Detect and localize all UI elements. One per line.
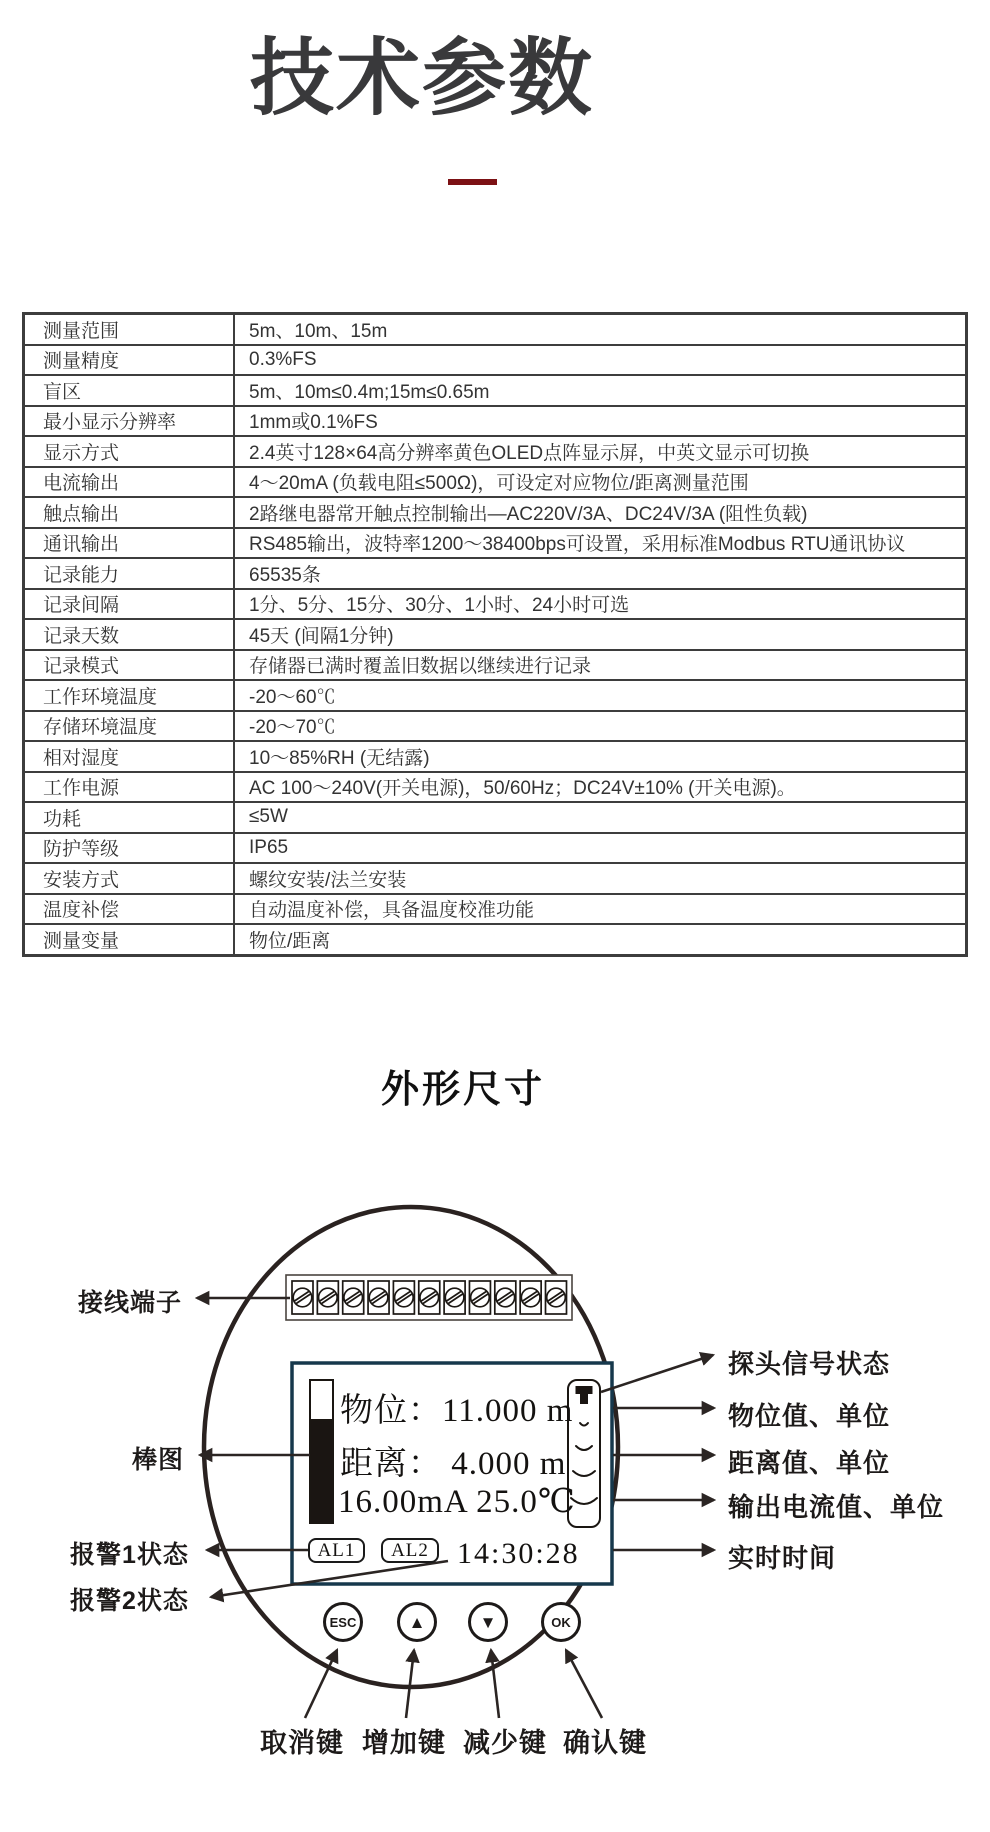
table-row <box>24 345 967 376</box>
table-row <box>24 863 967 894</box>
spec-label: 记录间隔 <box>24 589 235 620</box>
terminal-block <box>286 1275 572 1320</box>
specs-table-body <box>24 314 967 956</box>
arrow-decrease-key <box>491 1650 499 1718</box>
spec-value: 2路继电器常开触点控制输出—AC220V/3A、DC24V/3A (阻性负载) <box>234 497 967 528</box>
key-label-2: 减少键 <box>463 1728 547 1758</box>
alarm1-badge: AL1 <box>308 1538 365 1563</box>
spec-label: 记录天数 <box>24 619 235 650</box>
spec-label: 温度补偿 <box>24 894 235 925</box>
spec-value: IP65 <box>234 833 967 864</box>
table-row <box>24 741 967 772</box>
increase-button[interactable] <box>397 1602 437 1642</box>
spec-label: 显示方式 <box>24 436 235 467</box>
table-row <box>24 436 967 467</box>
spec-value: 5m、10m、15m <box>234 314 967 345</box>
callout-label-left-0: 接线端子 <box>78 1289 183 1317</box>
arrow-confirm-key <box>566 1650 602 1718</box>
spec-label: 相对湿度 <box>24 741 235 772</box>
callout-label-right-0: 探头信号状态 <box>728 1349 891 1379</box>
spec-value: RS485输出，波特率1200～38400bps可设置，采用标准Modbus RTU通讯协议 <box>234 528 967 559</box>
table-row <box>24 680 967 711</box>
table-row <box>24 497 967 528</box>
spec-value: 物位/距离 <box>234 924 967 955</box>
bar-graph <box>310 1380 333 1523</box>
spec-value: AC 100～240V(开关电源)，50/60Hz；DC24V±10% (开关电源)。 <box>234 772 967 803</box>
spec-value: -20～60℃ <box>234 680 967 711</box>
down-triangle-icon: ▼ <box>479 1612 497 1632</box>
callout-label-right-1: 物位值、单位 <box>728 1401 891 1431</box>
spec-value: 1分、5分、15分、30分、1小时、24小时可选 <box>234 589 967 620</box>
spec-value: 存储器已满时覆盖旧数据以继续进行记录 <box>234 650 967 681</box>
spec-label: 记录模式 <box>24 650 235 681</box>
table-row <box>24 772 967 803</box>
callout-label-right-3: 输出电流值、单位 <box>728 1492 945 1522</box>
spec-value: ≤5W <box>234 802 967 833</box>
spec-label: 测量精度 <box>24 345 235 376</box>
up-triangle-icon: ▲ <box>408 1612 426 1632</box>
esc-button-label: ESC <box>329 1614 357 1630</box>
key-label-3: 确认键 <box>563 1728 647 1758</box>
spec-value: 1mm或0.1%FS <box>234 406 967 437</box>
key-label-0: 取消键 <box>260 1728 344 1758</box>
table-row <box>24 650 967 681</box>
callout-label-left-1: 棒图 <box>132 1446 185 1474</box>
spec-value: -20～70℃ <box>234 711 967 742</box>
table-row <box>24 924 967 955</box>
spec-value: 5m、10m≤0.4m;15m≤0.65m <box>234 375 967 406</box>
table-row <box>24 467 967 498</box>
table-row <box>24 406 967 437</box>
spec-value: 2.4英寸128×64高分辨率黄色OLED点阵显示屏，中英文显示可切换 <box>234 436 967 467</box>
table-row <box>24 589 967 620</box>
table-row <box>24 314 967 345</box>
table-row <box>24 802 967 833</box>
spec-value: 自动温度补偿，具备温度校准功能 <box>234 894 967 925</box>
spec-value: 10～85%RH (无结露) <box>234 741 967 772</box>
section-title-dimensions: 外形尺寸 <box>380 1069 545 1111</box>
ok-button-label: OK <box>551 1614 571 1630</box>
display-level-line: 物位：11.000 m <box>340 1393 574 1429</box>
alarm2-badge: AL2 <box>381 1538 439 1563</box>
spec-label: 通讯输出 <box>24 528 235 559</box>
arrow-increase-key <box>406 1650 414 1718</box>
table-row <box>24 711 967 742</box>
title-accent-divider <box>448 179 497 185</box>
arrow-probe-status <box>601 1355 713 1392</box>
spec-value: 螺纹安装/法兰安装 <box>234 863 967 894</box>
spec-label: 盲区 <box>24 375 235 406</box>
spec-label: 安装方式 <box>24 863 235 894</box>
spec-label: 测量范围 <box>24 314 235 345</box>
spec-label: 存储环境温度 <box>24 711 235 742</box>
decrease-button[interactable] <box>468 1602 508 1642</box>
spec-label: 工作环境温度 <box>24 680 235 711</box>
arrow-cancel-key <box>305 1650 337 1718</box>
spec-label: 最小显示分辨率 <box>24 406 235 437</box>
callout-label-left-2: 报警1状态 <box>70 1541 189 1569</box>
spec-label: 工作电源 <box>24 772 235 803</box>
callout-label-right-2: 距离值、单位 <box>728 1448 891 1478</box>
spec-value: 45天 (间隔1分钟) <box>234 619 967 650</box>
page-title: 技术参数 <box>249 31 594 125</box>
spec-label: 功耗 <box>24 802 235 833</box>
spec-value: 65535条 <box>234 558 967 589</box>
spec-label: 测量变量 <box>24 924 235 955</box>
display-current-temp-line: 16.00mA 25.0℃ <box>338 1484 576 1520</box>
table-row <box>24 558 967 589</box>
spec-label: 触点输出 <box>24 497 235 528</box>
esc-button[interactable] <box>323 1602 363 1642</box>
spec-label: 防护等级 <box>24 833 235 864</box>
callout-label-right-4: 实时时间 <box>728 1543 837 1573</box>
table-row <box>24 375 967 406</box>
display-distance-line: 距离： 4.000 m <box>340 1446 567 1482</box>
spec-label: 记录能力 <box>24 558 235 589</box>
spec-value: 4～20mA (负载电阻≤500Ω)，可设定对应物位/距离测量范围 <box>234 467 967 498</box>
table-row <box>24 833 967 864</box>
spec-label: 电流输出 <box>24 467 235 498</box>
specs-table <box>22 312 968 957</box>
callout-label-left-3: 报警2状态 <box>70 1587 189 1615</box>
table-row <box>24 528 967 559</box>
display-time: 14:30:28 <box>457 1537 580 1570</box>
table-row <box>24 894 967 925</box>
ok-button[interactable] <box>541 1602 581 1642</box>
key-label-1: 增加键 <box>362 1728 446 1758</box>
table-row <box>24 619 967 650</box>
spec-value: 0.3%FS <box>234 345 967 376</box>
